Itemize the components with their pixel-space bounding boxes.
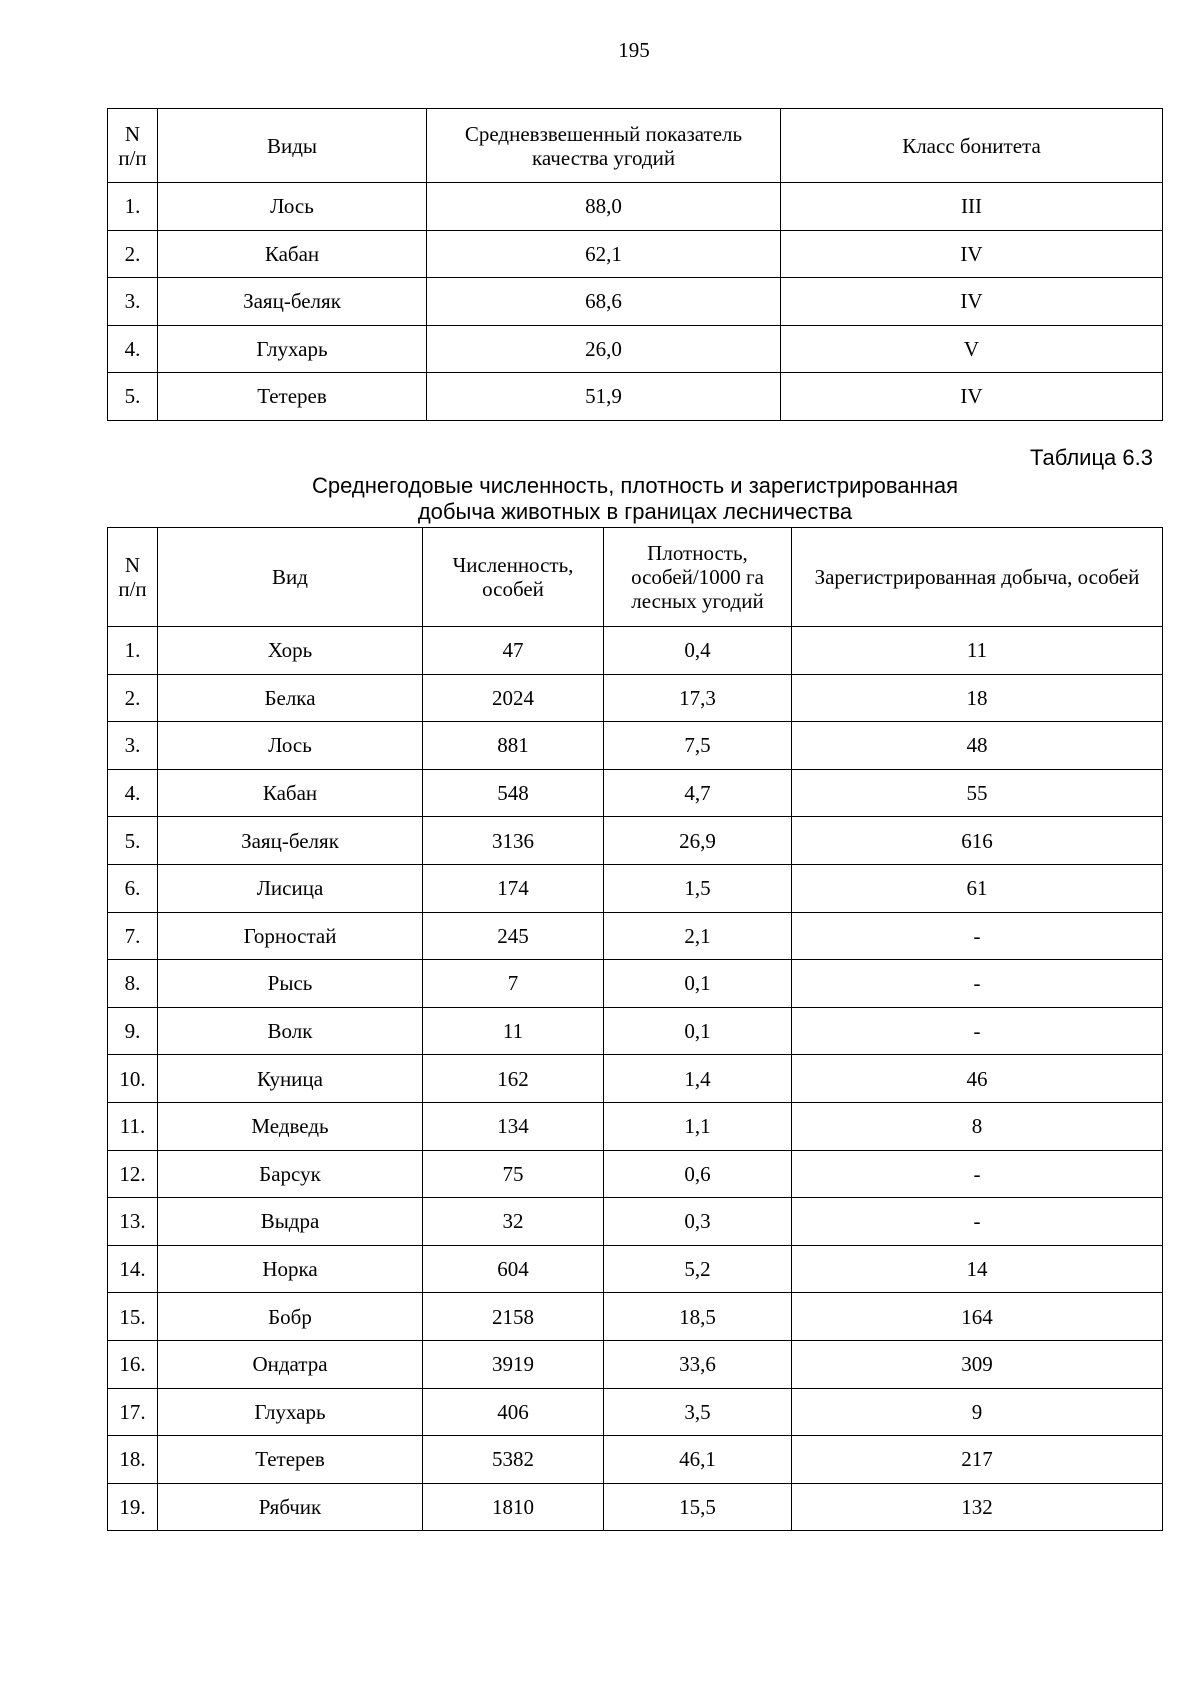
cell-density: 3,5	[604, 1388, 792, 1436]
cell-species: Тетерев	[158, 1436, 423, 1484]
cell-density: 1,1	[604, 1102, 792, 1150]
cell-quality: 26,0	[427, 325, 781, 373]
cell-species: Глухарь	[158, 1388, 423, 1436]
table-row	[108, 183, 1163, 231]
table-row	[108, 1055, 1163, 1103]
header-num: N п/п	[108, 109, 158, 183]
cell-species: Лисица	[158, 864, 423, 912]
cell-harvest: 46	[792, 1055, 1163, 1103]
table-row	[108, 1483, 1163, 1531]
header-num: N п/п	[108, 528, 158, 627]
cell-density: 5,2	[604, 1245, 792, 1293]
cell-density: 46,1	[604, 1436, 792, 1484]
cell-count: 2158	[423, 1293, 604, 1341]
cell-harvest: -	[792, 960, 1163, 1008]
table-row	[108, 1388, 1163, 1436]
table-row	[108, 769, 1163, 817]
cell-density: 0,6	[604, 1150, 792, 1198]
cell-num: 3.	[108, 722, 158, 770]
cell-num: 5.	[108, 817, 158, 865]
cell-harvest: 11	[792, 627, 1163, 675]
cell-density: 18,5	[604, 1293, 792, 1341]
cell-count: 2024	[423, 674, 604, 722]
header-density: Плотность, особей/1000 га лесных угодий	[604, 528, 792, 627]
table-row	[108, 1007, 1163, 1055]
table-row	[108, 1102, 1163, 1150]
cell-harvest: 48	[792, 722, 1163, 770]
table-header-row	[108, 528, 1163, 627]
header-count: Численность, особей	[423, 528, 604, 627]
table-title: Среднегодовые численность, плотность и зарегистрированная добыча животных в границах лесничества	[312, 473, 958, 524]
cell-harvest: 61	[792, 864, 1163, 912]
table-row	[108, 817, 1163, 865]
cell-species: Тетерев	[158, 373, 427, 421]
cell-count: 548	[423, 769, 604, 817]
cell-count: 406	[423, 1388, 604, 1436]
cell-num: 2.	[108, 230, 158, 278]
cell-num: 16.	[108, 1340, 158, 1388]
cell-harvest: 217	[792, 1436, 1163, 1484]
cell-num: 6.	[108, 864, 158, 912]
cell-count: 1810	[423, 1483, 604, 1531]
cell-harvest: 8	[792, 1102, 1163, 1150]
table-label: Таблица 6.3	[1030, 445, 1153, 470]
cell-species: Лось	[158, 722, 423, 770]
cell-density: 26,9	[604, 817, 792, 865]
cell-class: IV	[781, 278, 1163, 326]
cell-species: Кабан	[158, 769, 423, 817]
cell-num: 8.	[108, 960, 158, 1008]
cell-num: 7.	[108, 912, 158, 960]
cell-num: 14.	[108, 1245, 158, 1293]
cell-density: 2,1	[604, 912, 792, 960]
cell-count: 134	[423, 1102, 604, 1150]
cell-density: 0,1	[604, 1007, 792, 1055]
cell-species: Белка	[158, 674, 423, 722]
cell-harvest: 18	[792, 674, 1163, 722]
cell-count: 174	[423, 864, 604, 912]
cell-species: Выдра	[158, 1198, 423, 1246]
table-row	[108, 1245, 1163, 1293]
cell-density: 7,5	[604, 722, 792, 770]
cell-count: 75	[423, 1150, 604, 1198]
cell-count: 11	[423, 1007, 604, 1055]
cell-harvest: 9	[792, 1388, 1163, 1436]
cell-num: 19.	[108, 1483, 158, 1531]
cell-species: Куница	[158, 1055, 423, 1103]
cell-count: 3919	[423, 1340, 604, 1388]
cell-num: 17.	[108, 1388, 158, 1436]
table-row	[108, 1198, 1163, 1246]
cell-class: IV	[781, 373, 1163, 421]
table-row	[108, 278, 1163, 326]
cell-species: Барсук	[158, 1150, 423, 1198]
table-row	[108, 230, 1163, 278]
cell-count: 245	[423, 912, 604, 960]
cell-species: Медведь	[158, 1102, 423, 1150]
cell-class: IV	[781, 230, 1163, 278]
cell-density: 17,3	[604, 674, 792, 722]
cell-harvest: -	[792, 1150, 1163, 1198]
header-harvest: Зарегистрированная добыча, особей	[792, 528, 1163, 627]
cell-species: Бобр	[158, 1293, 423, 1341]
cell-species: Глухарь	[158, 325, 427, 373]
cell-species: Хорь	[158, 627, 423, 675]
cell-num: 10.	[108, 1055, 158, 1103]
cell-species: Горностай	[158, 912, 423, 960]
cell-num: 1.	[108, 627, 158, 675]
cell-density: 0,3	[604, 1198, 792, 1246]
cell-species: Заяц-беляк	[158, 278, 427, 326]
cell-num: 2.	[108, 674, 158, 722]
cell-class: III	[781, 183, 1163, 231]
cell-num: 9.	[108, 1007, 158, 1055]
cell-species: Ондатра	[158, 1340, 423, 1388]
cell-species: Заяц-беляк	[158, 817, 423, 865]
table-row	[108, 1150, 1163, 1198]
cell-density: 15,5	[604, 1483, 792, 1531]
animal-population-table	[107, 527, 1163, 1531]
cell-num: 4.	[108, 325, 158, 373]
cell-count: 162	[423, 1055, 604, 1103]
header-quality: Средневзвешенный показатель качества угодий	[427, 109, 781, 183]
table-row	[108, 864, 1163, 912]
table-row	[108, 373, 1163, 421]
cell-species: Рысь	[158, 960, 423, 1008]
habitat-quality-table	[107, 108, 1163, 421]
cell-num: 11.	[108, 1102, 158, 1150]
cell-species: Рябчик	[158, 1483, 423, 1531]
cell-harvest: 164	[792, 1293, 1163, 1341]
cell-num: 1.	[108, 183, 158, 231]
cell-num: 12.	[108, 1150, 158, 1198]
cell-species: Норка	[158, 1245, 423, 1293]
cell-density: 1,5	[604, 864, 792, 912]
cell-class: V	[781, 325, 1163, 373]
cell-num: 13.	[108, 1198, 158, 1246]
cell-density: 0,4	[604, 627, 792, 675]
cell-quality: 62,1	[427, 230, 781, 278]
cell-num: 15.	[108, 1293, 158, 1341]
cell-count: 881	[423, 722, 604, 770]
table-row	[108, 325, 1163, 373]
cell-count: 47	[423, 627, 604, 675]
table-header-row	[108, 109, 1163, 183]
cell-count: 32	[423, 1198, 604, 1246]
cell-quality: 88,0	[427, 183, 781, 231]
table-row	[108, 674, 1163, 722]
cell-count: 3136	[423, 817, 604, 865]
page-number: 195	[618, 38, 650, 62]
header-species: Виды	[158, 109, 427, 183]
cell-harvest: -	[792, 1198, 1163, 1246]
cell-harvest: -	[792, 1007, 1163, 1055]
header-class: Класс бонитета	[781, 109, 1163, 183]
cell-num: 18.	[108, 1436, 158, 1484]
cell-species: Кабан	[158, 230, 427, 278]
cell-density: 4,7	[604, 769, 792, 817]
table-row	[108, 627, 1163, 675]
cell-harvest: -	[792, 912, 1163, 960]
table-row	[108, 722, 1163, 770]
cell-density: 33,6	[604, 1340, 792, 1388]
cell-density: 0,1	[604, 960, 792, 1008]
cell-harvest: 14	[792, 1245, 1163, 1293]
cell-count: 7	[423, 960, 604, 1008]
cell-density: 1,4	[604, 1055, 792, 1103]
table-row	[108, 960, 1163, 1008]
cell-quality: 68,6	[427, 278, 781, 326]
cell-quality: 51,9	[427, 373, 781, 421]
cell-harvest: 132	[792, 1483, 1163, 1531]
cell-harvest: 309	[792, 1340, 1163, 1388]
cell-harvest: 616	[792, 817, 1163, 865]
cell-num: 5.	[108, 373, 158, 421]
cell-species: Волк	[158, 1007, 423, 1055]
cell-count: 604	[423, 1245, 604, 1293]
table-row	[108, 1293, 1163, 1341]
table-row	[108, 1436, 1163, 1484]
cell-count: 5382	[423, 1436, 604, 1484]
header-species: Вид	[158, 528, 423, 627]
cell-harvest: 55	[792, 769, 1163, 817]
table-row	[108, 912, 1163, 960]
cell-species: Лось	[158, 183, 427, 231]
table-row	[108, 1340, 1163, 1388]
cell-num: 4.	[108, 769, 158, 817]
cell-num: 3.	[108, 278, 158, 326]
